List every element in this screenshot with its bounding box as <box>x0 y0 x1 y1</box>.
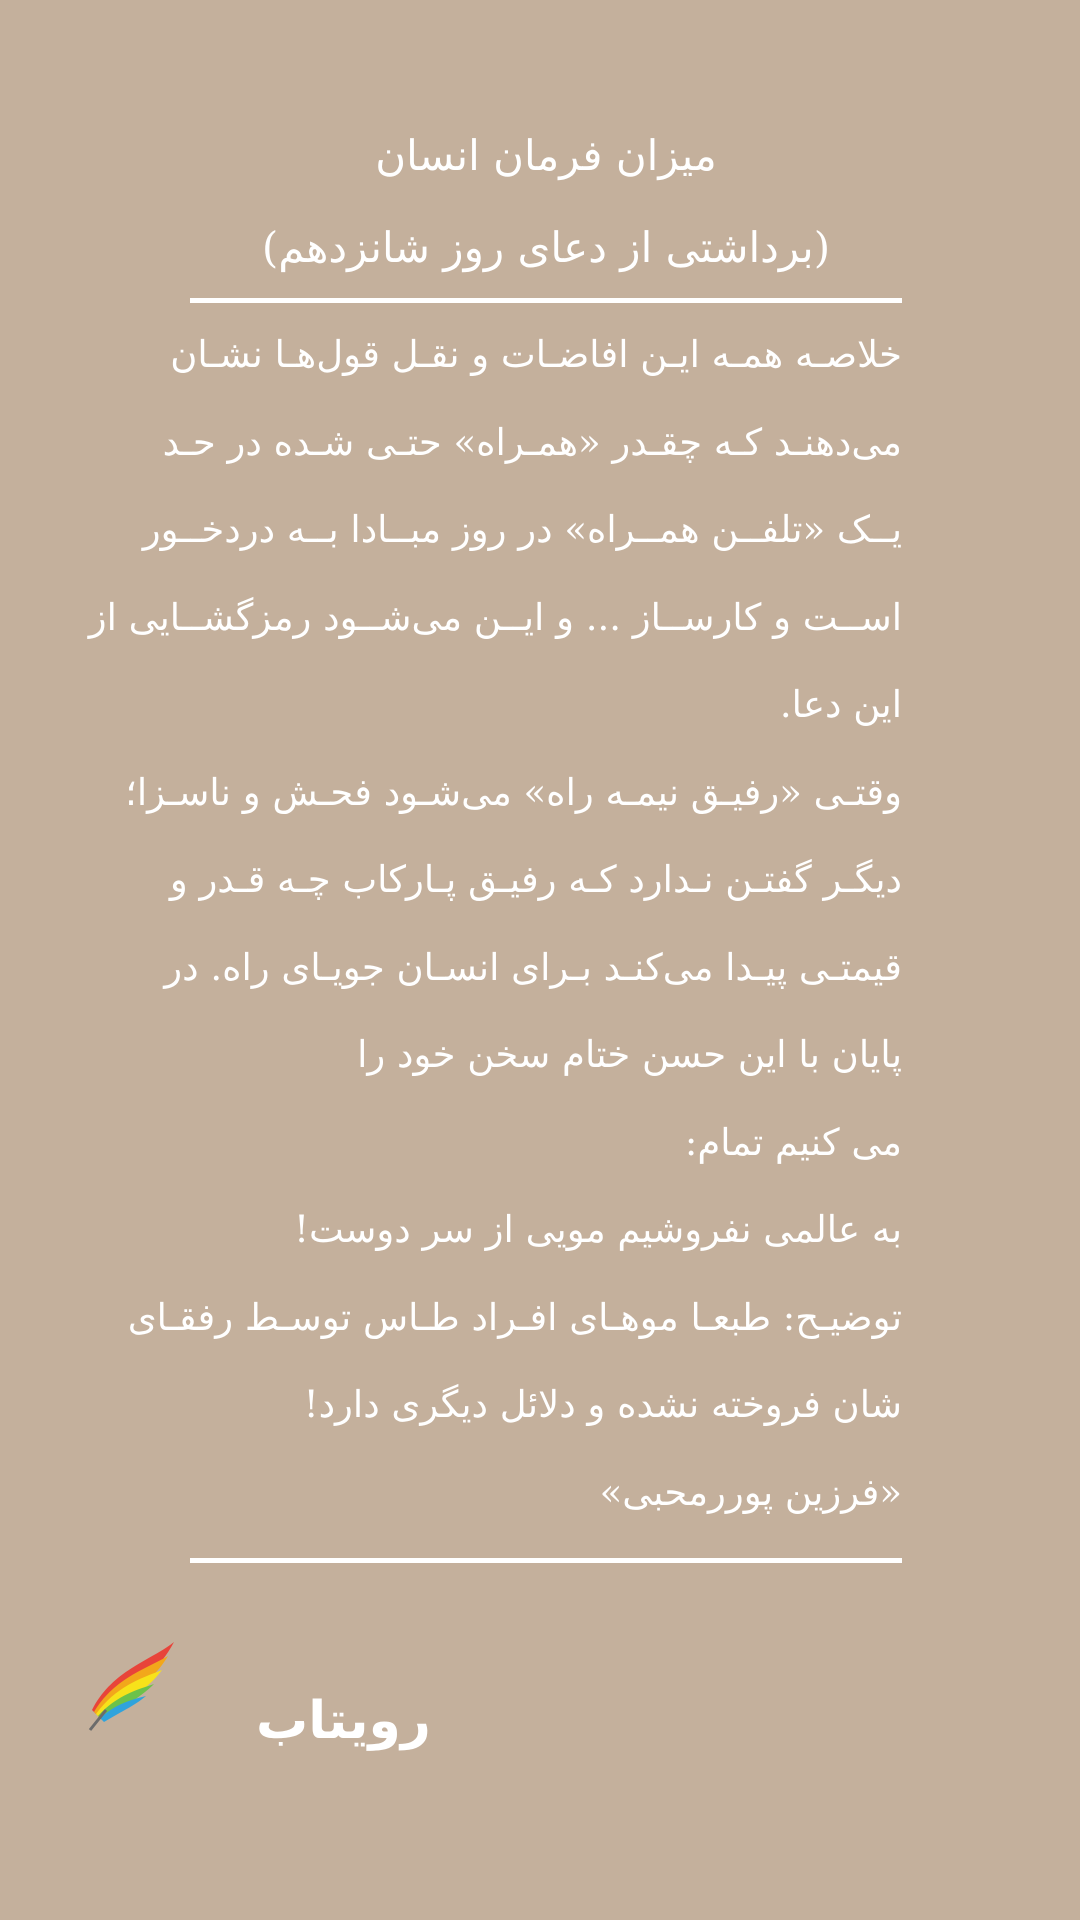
body-line: دیگـر گفتـن نـدارد کـه رفیـق پـارکاب چـه قـدر و <box>169 858 902 901</box>
feather-icon <box>82 1640 431 1752</box>
body-line: یــک «تلفــن همــراه» در روز مبــادا بــه دردخــور <box>142 508 902 551</box>
body-line: می‌دهنـد کـه چقـدر «همـراه» حتـی شـده در حـد <box>162 420 902 464</box>
svg-text:رویتاب: رویتاب <box>256 1691 431 1751</box>
bottom-divider <box>190 1558 902 1563</box>
poem-line: به عالمی نفروشیم مویی از سر دوست! <box>294 1208 902 1251</box>
page-subtitle: (برداشتی از دعای روز شانزدهم) <box>261 223 831 272</box>
body-line: اســت و کارســاز ... و ایــن می‌شــود رمزگشــایی از <box>88 595 902 639</box>
body-line: این دعا. <box>779 683 902 726</box>
body-line: قیمتـی پیـدا می‌کنـد بـرای انسـان جویـای راه. در <box>164 945 902 989</box>
body-line: می کنیم تمام: <box>684 1120 902 1164</box>
brand-logo <box>82 1640 431 1752</box>
article-card <box>88 110 902 1563</box>
page-title: میزان فرمان انسان <box>375 131 717 180</box>
body-line: خلاصـه همـه ایـن افاضـات و نقـل قول‌هـا نشـان <box>170 333 902 376</box>
body-line: پایان با این حسن ختام سخن خود را <box>357 1033 902 1076</box>
body-line: توضیـح: طبعـا موهـای افـراد طـاس توسـط رفقـای <box>127 1295 902 1339</box>
body-line: شان فروخته نشده و دلائل دیگری دارد! <box>303 1383 902 1426</box>
article-body <box>88 303 902 1536</box>
body-line: وقتـی «رفیـق نیمـه راه» می‌شـود فحـش و ناسـزا؛ <box>125 770 902 814</box>
author-signature: «فرزین پوررمحبی» <box>599 1470 902 1514</box>
